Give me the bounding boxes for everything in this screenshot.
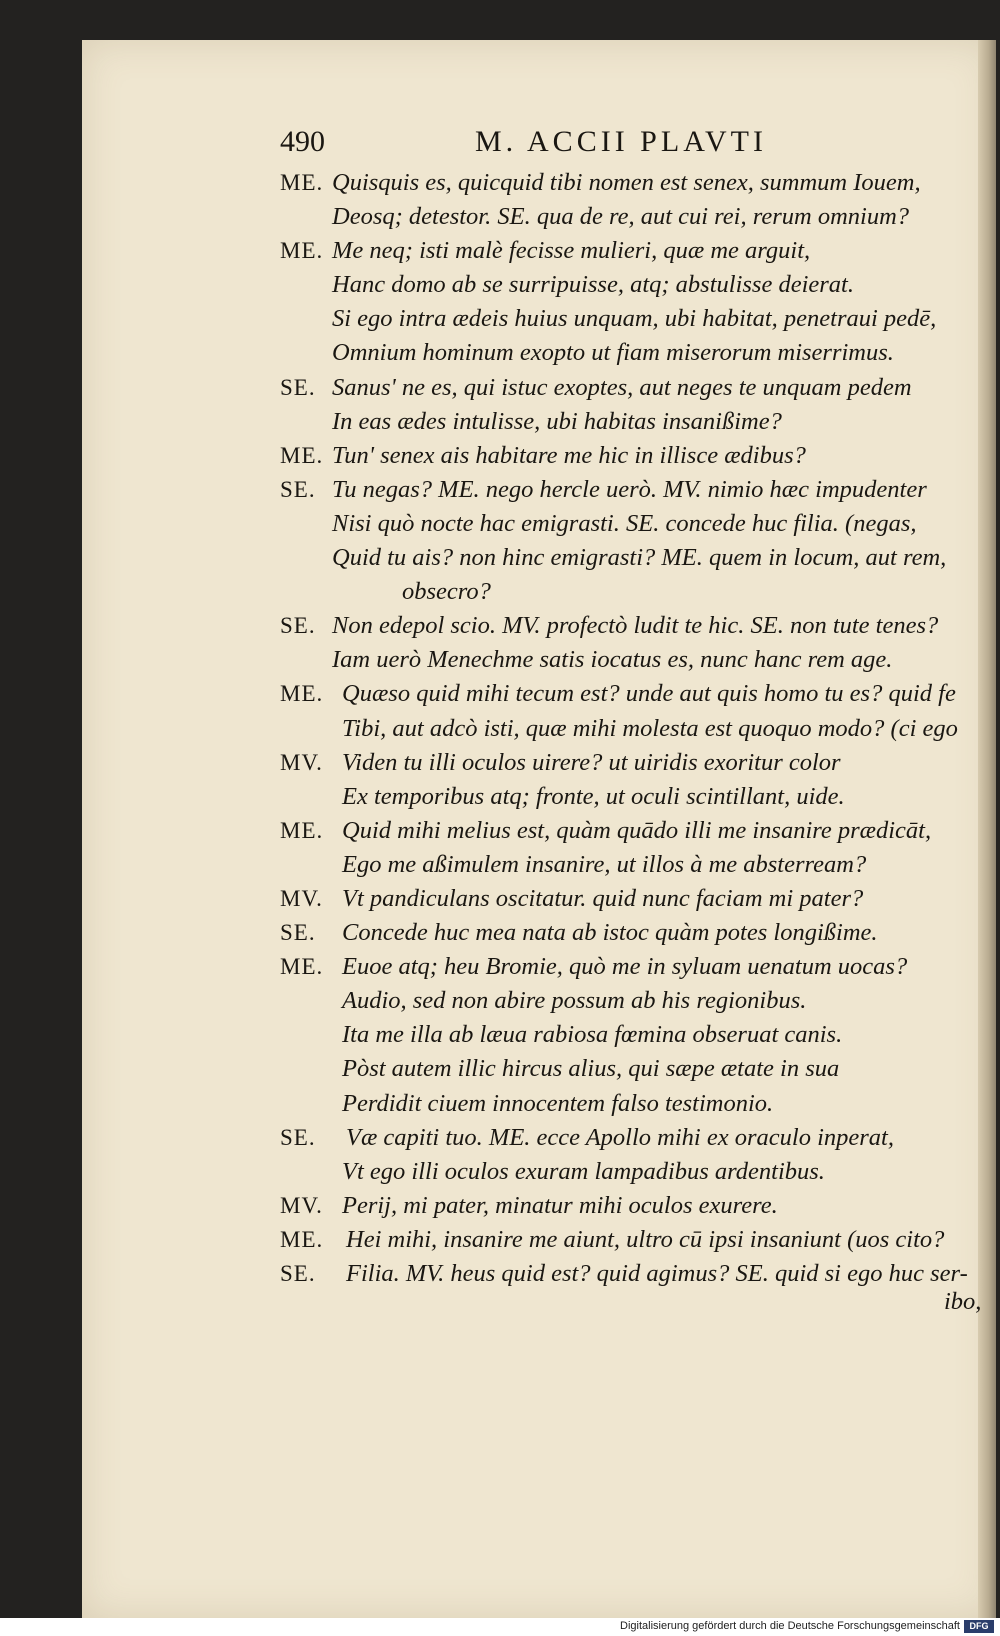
dialogue-line <box>280 541 980 575</box>
dialogue-line <box>280 916 980 950</box>
dialogue-line <box>280 848 980 882</box>
dialogue-line <box>280 405 980 439</box>
verse-text: Quid mihi melius est, quàm quādo illi me insanire prædicāt, <box>342 816 932 844</box>
verse-text: Perdidit ciuem innocentem falso testimonio. <box>342 1089 774 1117</box>
dfg-logo: DFG <box>964 1620 994 1633</box>
running-title: M. ACCII PLAVTI <box>475 125 767 158</box>
dialogue-line <box>280 234 980 268</box>
dialogue-line <box>280 1155 980 1189</box>
verse-text: Ego me aßimulem insanire, ut illos à me absterream? <box>342 850 867 878</box>
verse-text: Deosq; detestor. SE. qua de re, aut cui rei, rerum omnium? <box>332 203 910 231</box>
speaker-label: SE. <box>280 374 316 400</box>
dialogue-line <box>280 200 980 234</box>
verse-text: Hanc domo ab se surripuisse, atq; abstulisse deierat. <box>332 271 854 299</box>
speaker-label: ME. <box>280 442 324 468</box>
speaker-label: ME. <box>280 681 324 707</box>
verse-text: Non edepol scio. MV. profectò ludit te hic. SE. non tute tenes? <box>332 612 939 640</box>
verse-text: In eas ædes intulisse, ubi habitas insanißime? <box>332 407 782 435</box>
verse-text: Ex temporibus atq; fronte, ut oculi scintillant, uide. <box>342 782 845 810</box>
dialogue-line <box>280 371 980 405</box>
dialogue-line <box>280 950 980 984</box>
dialogue-line <box>280 1189 980 1223</box>
verse-text: Tibi, aut adcò isti, quæ mihi molesta est quoquo modo? (ci ego <box>342 714 958 742</box>
dialogue-line <box>280 1257 980 1291</box>
dialogue-line <box>280 1052 980 1086</box>
verse-text: Nisi quò nocte hac emigrasti. SE. concede huc filia. (negas, <box>332 509 917 537</box>
verse-text: Concede huc mea nata ab istoc quàm potes longißime. <box>342 919 878 947</box>
verse-text: Filia. MV. heus quid est? quid agimus? SE. quid si ego huc ser- <box>346 1260 968 1287</box>
dialogue-line <box>280 746 980 780</box>
dialogue-line <box>280 507 980 541</box>
verse-text: Vt ego illi oculos exuram lampadibus ardentibus. <box>342 1157 825 1185</box>
dialogue-line <box>280 609 980 643</box>
verse-text: Viden tu illi oculos uirere? ut uiridis exoritur color <box>342 748 841 776</box>
verse-text: Hei mihi, insanire me aiunt, ultro cū ipsi insaniunt (uos cito? <box>346 1225 945 1253</box>
verse-text: Sanus' ne es, qui istuc exoptes, aut neges te unquam pedem <box>332 373 912 401</box>
speaker-label: SE. <box>280 920 316 946</box>
verse-text: Væ capiti tuo. ME. ecce Apollo mihi ex oraculo inperat, <box>346 1123 894 1151</box>
speaker-label: ME. <box>280 238 324 264</box>
verse-text: Si ego intra ædeis huius unquam, ubi habitat, penetraui pedē, <box>332 305 937 333</box>
verse-text: Omnium hominum exopto ut fiam miserorum miserrimus. <box>332 339 894 367</box>
verse-text: Perij, mi pater, minatur mihi oculos exurere. <box>342 1191 778 1219</box>
speaker-label: SE. <box>280 613 316 639</box>
footer-bar <box>0 1618 1000 1636</box>
speaker-label: SE. <box>280 476 316 502</box>
speaker-label: ME. <box>280 1226 324 1252</box>
verse-text: Me neq; isti malè fecisse mulieri, quæ me arguit, <box>332 237 811 265</box>
verse-text: Ita me illa ab læua rabiosa fœmina obseruat canis. <box>342 1021 843 1049</box>
speaker-label: ME. <box>280 954 324 980</box>
text-block <box>280 166 980 1291</box>
speaker-label: MV. <box>280 885 323 911</box>
speaker-label: SE. <box>280 1261 316 1286</box>
running-head <box>0 125 1000 165</box>
verse-text: Tun' senex ais habitare me hic in illisce ædibus? <box>332 441 806 469</box>
speaker-label: ME. <box>280 170 324 195</box>
dialogue-line <box>280 780 980 814</box>
dialogue-line <box>280 984 980 1018</box>
verse-text: Tu negas? ME. nego hercle uerò. MV. nimio hæc impudenter <box>332 475 927 503</box>
dialogue-line <box>280 575 980 609</box>
speaker-label: SE. <box>280 1124 316 1150</box>
verse-text: Euoe atq; heu Bromie, quò me in syluam uenatum uocas? <box>342 953 908 981</box>
dialogue-line <box>280 1223 980 1257</box>
verse-text: Quid tu ais? non hinc emigrasti? ME. quem in locum, aut rem, <box>332 544 947 572</box>
verse-text: Iam uerò Menechme satis iocatus es, nunc hanc rem age. <box>332 646 893 674</box>
speaker-label: ME. <box>280 817 324 843</box>
verse-text: Quæso quid mihi tecum est? unde aut quis homo tu es? quid fe <box>342 680 956 708</box>
dialogue-line <box>280 439 980 473</box>
verse-text: Quisquis es, quicquid tibi nomen est senex, summum Iouem, <box>332 169 921 196</box>
dialogue-line <box>280 473 980 507</box>
verse-text: obsecro? <box>402 578 491 606</box>
dialogue-line <box>280 677 980 711</box>
dialogue-line <box>280 166 980 200</box>
verse-text: Audio, sed non abire possum ab his regionibus. <box>342 987 807 1015</box>
dialogue-line <box>280 302 980 336</box>
dialogue-line <box>280 643 980 677</box>
verse-text: Pòst autem illic hircus alius, qui sæpe ætate in sua <box>342 1055 840 1083</box>
speaker-label: MV. <box>280 749 323 775</box>
dialogue-line <box>280 1018 980 1052</box>
dialogue-line <box>280 1087 980 1121</box>
catchword: ibo, <box>944 1288 982 1315</box>
dialogue-line <box>280 712 980 746</box>
speaker-label: MV. <box>280 1192 323 1218</box>
dialogue-line <box>280 814 980 848</box>
dialogue-line <box>280 336 980 370</box>
page-number: 490 <box>280 125 325 158</box>
dialogue-line <box>280 882 980 916</box>
page-edge <box>978 40 996 1618</box>
dialogue-line <box>280 268 980 302</box>
verse-text: Vt pandiculans oscitatur. quid nunc faciam mi pater? <box>342 884 864 912</box>
dialogue-line <box>280 1121 980 1155</box>
footer-credit: Digitalisierung gefördert durch die Deutsche Forschungsgemeinschaft <box>620 1620 960 1632</box>
